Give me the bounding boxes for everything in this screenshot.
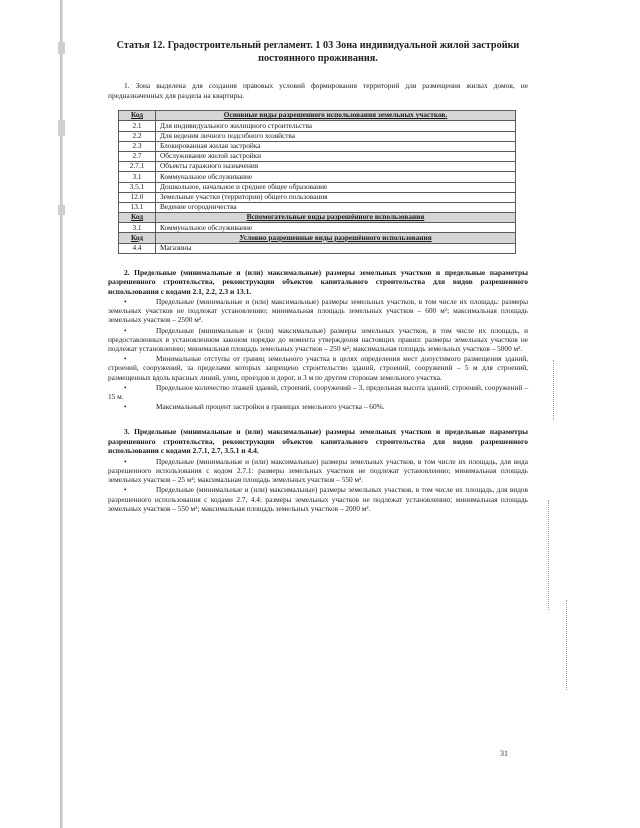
row-code: 3.1 [119, 223, 156, 233]
header-code: Код [119, 111, 156, 121]
bullet-icon: • [124, 297, 127, 307]
intro-paragraph: 1. Зона выделена для создания правовых условий формирования территорий для размещения жилых домов, не предназначенных для раздела на квартиры. [108, 81, 528, 100]
section-2-bullet [108, 326, 528, 354]
row-name: Коммунальное обслуживание [156, 223, 516, 233]
bullet-icon: • [124, 456, 127, 466]
bullet-icon: • [124, 354, 127, 364]
table-row [119, 243, 516, 253]
row-name: Магазины [156, 243, 516, 253]
article-title: Статья 12. Градостроительный регламент. 1 03 Зона индивидуальной жилой застройки постоянного проживания. [116, 40, 520, 64]
row-name: Обслуживание жилой застройки [156, 151, 516, 161]
row-name: Объекты гаражного назначения [156, 162, 516, 172]
scan-artifact [566, 600, 567, 690]
row-code: 3.1 [119, 172, 156, 182]
section-3-title: 3. Предельные (минимальные и (или) максимальные) размеры земельных участков и предельные параметры разрешенного строительства, реконструкции объектов капитального строительства для видов разрешенного использования с кодами 2.7.1, 2.7, 3.5.1 и 4.4. [108, 427, 528, 456]
header-code: Код [119, 213, 156, 223]
header-code: Код [119, 233, 156, 243]
bullet-text: Предельное количество этажей зданий, строений, сооружений – 3, предельная высота зданий, строений, сооружений – 15 м. [108, 382, 528, 402]
table-header-auxiliary [119, 213, 516, 223]
bullet-text: Минимальные отступы от границ земельного участка в целях определения мест допустимого размещения зданий, строений, сооружений, за пределами которых запрещено строительство зданий, строений, сооружений – 5 м для строений, размещенных вдоль красных линий, улиц, проездов и дорог, и 3 м по другим сторонам земельного участка. [108, 354, 528, 382]
table-row [119, 223, 516, 233]
table-header-main [119, 111, 516, 121]
row-name: Ведение огородничества [156, 202, 516, 212]
row-code: 3.5.1 [119, 182, 156, 192]
bullet-text: Предельные (минимальные и (или) максимальные) размеры земельных участков, в том числе их площадь, для видов разрешенного использования с кодами 2.7, 4.4: размеры земельных участков не подлежат установлению; минимальная площадь земельных участков – 550 м²; максимальная площадь земельных участков – 2000 м². [108, 485, 528, 513]
scan-artifact [553, 360, 554, 420]
land-use-table [118, 110, 516, 254]
table-row [119, 182, 516, 192]
row-code: 2.2 [119, 131, 156, 141]
table-row [119, 151, 516, 161]
table-row [119, 162, 516, 172]
row-code: 2.7 [119, 151, 156, 161]
bullet-icon: • [124, 485, 127, 495]
section-3-bullet [108, 457, 528, 485]
scan-artifact [58, 42, 65, 54]
scan-artifact [548, 500, 549, 610]
table-row [119, 202, 516, 212]
row-code: 4.4 [119, 243, 156, 253]
row-name: Для индивидуального жилищного строительства [156, 121, 516, 131]
bullet-icon: • [124, 382, 127, 392]
table-row [119, 172, 516, 182]
bullet-icon: • [124, 325, 127, 335]
row-name: Земельные участки (территории) общего пользования [156, 192, 516, 202]
scan-artifact [58, 205, 65, 215]
document-page [108, 40, 528, 513]
table-row [119, 131, 516, 141]
row-code: 2.3 [119, 141, 156, 151]
bullet-text: Максимальный процент застройки в границах земельного участка – 60%. [156, 402, 385, 412]
bullet-icon: • [124, 402, 127, 412]
row-name: Коммунальное обслуживание [156, 172, 516, 182]
section-3-bullet [108, 485, 528, 513]
row-name: Для ведения личного подсобного хозяйства [156, 131, 516, 141]
section-2-title: 2. Предельные (минимальные и (или) максимальные) размеры земельных участков и предельные параметры разрешенного строительства, реконструкции объектов капитального строительства для видов разрешенного использования с кодами 2.1, 2.2, 2.3 и 13.1. [108, 267, 528, 296]
page-number: 31 [500, 749, 508, 758]
section-2-bullet [108, 354, 528, 382]
row-code: 13.1 [119, 202, 156, 212]
header-name: Вспомогательные виды разрешённого использования [156, 213, 516, 223]
section-2-bullet [108, 297, 528, 325]
header-name: Основные виды разрешенного использования земельных участков. [156, 111, 516, 121]
row-name: Дошкольное, начальное и среднее общее образование [156, 182, 516, 192]
row-code: 12.0 [119, 192, 156, 202]
table-row [119, 121, 516, 131]
bullet-text: Предельные (минимальные и (или) максимальные) размеры земельных участков, в том числе их площадь: размеры земельных участков не подлежат установлению; минимальная площадь земельных участков – 600 м²; максимальная площадь земельных участков – 2500 м². [108, 297, 528, 325]
table-row [119, 192, 516, 202]
section-2-bullet [108, 402, 528, 411]
row-code: 2.7.1 [119, 162, 156, 172]
table-header-conditional [119, 233, 516, 243]
row-name: Блокированная жилая застройка [156, 141, 516, 151]
bullet-text: Предельные (минимальные и (или) максимальные) размеры земельных участков, в том числе их площадь, и предоставленных в установленном законом порядке до момента утверждения настоящих правил: размеры земельных участков не подлежат установлению; минимальная площадь земельных участков – 250 м²; максимальная площадь земельных участков – 5000 м². [108, 325, 528, 354]
header-name: Условно разрешенные виды разрешённого использования [156, 233, 516, 243]
row-code: 2.1 [119, 121, 156, 131]
scan-artifact [58, 120, 65, 136]
section-2-bullet [108, 383, 528, 401]
table-row [119, 141, 516, 151]
bullet-text: Предельные (минимальные и (или) максимальные) размеры земельных участков, в том числе их площадь, для вида разрешенного использования с кодом 2.7.1: размеры земельных участков не подлежат установлению; минимальная площадь земельных участков – 25 м²; максимальная площадь земельных участков – 550 м². [108, 456, 528, 485]
